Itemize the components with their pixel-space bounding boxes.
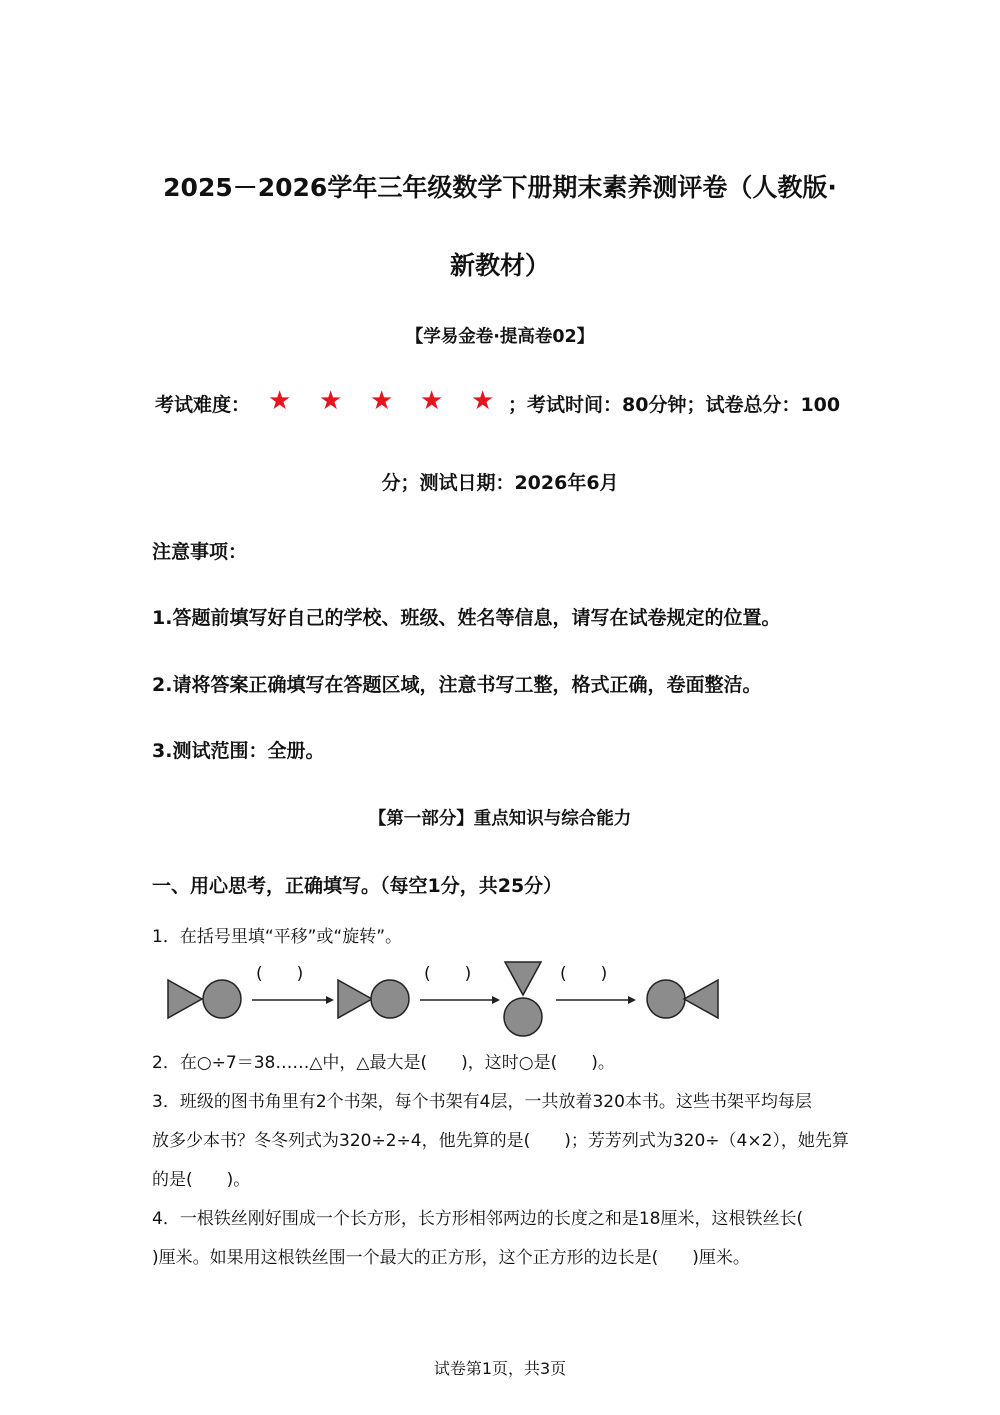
question-3-line1: 3．班级的图书角里有2个书架，每个书架有4层，一共放着320本书。这些书架平均每层: [152, 1092, 812, 1112]
question-1-text: 1．在括号里填“平移”或“旋转”。: [152, 927, 403, 947]
exam-title-line2: 新教材）: [449, 251, 550, 280]
triangle-shape: [338, 980, 372, 1018]
part1-heading: 【第一部分】重点知识与综合能力: [368, 809, 632, 829]
star-icon: ★: [471, 386, 495, 416]
section1-heading: 一、用心思考，正确填写。（每空1分，共25分）: [152, 875, 563, 897]
triangle-shape: [684, 980, 718, 1018]
star-icon: ★: [268, 386, 292, 416]
exam-date-line: 分；测试日期：2026年6月: [381, 472, 619, 494]
arrow-head: [628, 996, 636, 1004]
difficulty-label: 考试难度：: [155, 394, 251, 416]
triangle-shape: [505, 962, 541, 995]
circle-shape: [647, 980, 685, 1018]
question-2-text: 2．在○÷7＝38……△中，△最大是( )，这时○是( )。: [152, 1053, 615, 1073]
star-icon: ★: [420, 386, 444, 416]
arrow-head: [326, 996, 334, 1004]
note-item: 2.请将答案正确填写在答题区域，注意书写工整，格式正确，卷面整洁。: [152, 674, 762, 696]
question-4-line1: 4．一根铁丝刚好围成一个长方形，长方形相邻两边的长度之和是18厘米，这根铁丝长(: [152, 1209, 804, 1229]
answer-blank-2[interactable]: ( ): [424, 964, 472, 984]
page-footer: 试卷第1页，共3页: [433, 1359, 567, 1378]
exam-time-and-score: ；考试时间：80分钟；试卷总分：100: [508, 394, 841, 416]
circle-shape: [203, 980, 241, 1018]
question-3-line2: 放多少本书？冬冬列式为320÷2÷4，他先算的是( )；芳芳列式为320÷（4×2），她先算: [152, 1131, 849, 1151]
difficulty-stars: [268, 386, 508, 418]
question-3-line3: 的是( )。: [152, 1170, 251, 1190]
note-item: 3.测试范围：全册。: [152, 740, 325, 762]
transformation-figure: [160, 958, 730, 1040]
triangle-shape: [168, 980, 202, 1018]
answer-blank-1[interactable]: ( ): [256, 964, 304, 984]
question-4-line2: )厘米。如果用这根铁丝围一个最大的正方形，这个正方形的边长是( )厘米。: [152, 1248, 750, 1268]
exam-subtitle: 【学易金卷·提高卷02】: [405, 327, 595, 347]
notes-heading: 注意事项：: [152, 541, 248, 563]
note-item: 1.答题前填写好自己的学校、班级、姓名等信息，请写在试卷规定的位置。: [152, 607, 781, 629]
answer-blank-3[interactable]: ( ): [560, 964, 608, 984]
star-icon: ★: [319, 386, 343, 416]
circle-shape: [504, 998, 542, 1036]
circle-shape: [371, 980, 409, 1018]
arrow-head: [492, 996, 500, 1004]
star-icon: ★: [370, 386, 394, 416]
exam-title-line1: 2025－2026学年三年级数学下册期末素养测评卷（人教版·: [163, 173, 837, 202]
